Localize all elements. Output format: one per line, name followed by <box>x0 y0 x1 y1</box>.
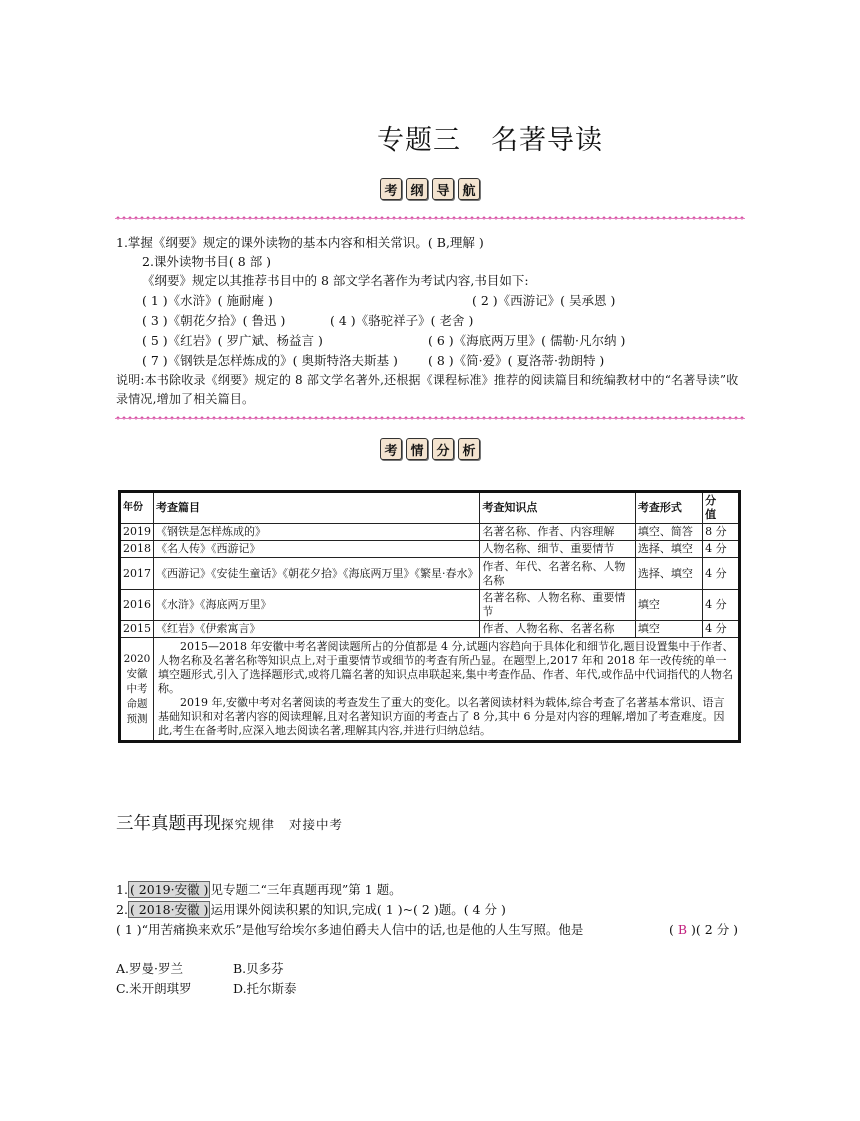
table-cell: 2015 <box>120 621 154 638</box>
book-item: ( 1 )《水浒》( 施耐庵 ) <box>142 293 273 308</box>
table-cell: 《红岩》《伊索寓言》 <box>154 621 480 638</box>
question-text: 运用课外阅读积累的知识,完成( 1 )~( 2 )题。( 4 分 ) <box>210 902 506 917</box>
table-cell: 4 分 <box>703 621 740 638</box>
option-a: A.罗曼·罗兰 <box>116 961 183 976</box>
answer-value: B <box>677 922 688 937</box>
table-cell: 《钢铁是怎样炼成的》 <box>154 524 480 541</box>
question-2-1: ( 1 )“用苦痛换来欢乐”是他写给埃尔多迪伯爵夫人信中的话,也是他的人生写照。他是 <box>116 922 584 937</box>
section-header-kaoqing <box>0 438 860 460</box>
question-number: 1. <box>116 882 128 897</box>
badge-char: 考 <box>380 438 402 460</box>
source-tag: ( 2018·安徽 ) <box>129 902 209 917</box>
table-cell: 2016 <box>120 590 154 621</box>
table-cell: 4 分 <box>703 541 740 558</box>
badge-char: 分 <box>432 438 454 460</box>
table-header-row <box>120 492 740 524</box>
table-cell: 选择、填空 <box>635 558 702 590</box>
question-number: 2. <box>116 902 128 917</box>
option-c: C.米开朗琪罗 <box>116 981 192 996</box>
table-header: 考查篇目 <box>154 492 480 524</box>
divider-bottom <box>115 416 745 420</box>
badge-char: 考 <box>380 178 402 200</box>
table-header: 年份 <box>120 492 154 524</box>
question-2-1-answer <box>669 920 738 939</box>
table-row-prediction <box>120 638 740 742</box>
kaogang-line2: 2.课外读物书目( 8 部 ) <box>142 254 272 269</box>
table-row <box>120 524 740 541</box>
section-title-zhenti <box>116 810 343 835</box>
question-2 <box>116 900 506 919</box>
book-item: ( 7 )《钢铁是怎样炼成的》( 奥斯特洛夫斯基 ) <box>142 353 398 368</box>
table-cell: 名著名称、人物名称、重要情节 <box>480 590 636 621</box>
question-text: 见专题二“三年真题再现”第 1 题。 <box>210 882 402 897</box>
book-item: ( 2 )《西游记》( 吴承恩 ) <box>472 293 616 308</box>
book-item: ( 4 )《骆驼祥子》( 老舍 ) <box>330 313 474 328</box>
option-b: B.贝多芬 <box>233 961 284 976</box>
kaogang-note: 说明:本书除收录《纲要》规定的 8 部文学名著外,还根据《课程标准》推荐的阅读篇目和统编教材中的“名著导读”收录情况,增加了相关篇目。 <box>116 373 739 406</box>
question-1 <box>116 880 402 899</box>
table-cell: 作者、年代、名著名称、人物名称 <box>480 558 636 590</box>
table-cell: 选择、填空 <box>635 541 702 558</box>
table-cell: 《西游记》《安徒生童话》《朝花夕拾》《海底两万里》《繁星·春水》 <box>154 558 480 590</box>
source-tag: ( 2019·安徽 ) <box>129 882 209 897</box>
section-subtitle: 对接中考 <box>289 817 344 832</box>
badge-char: 导 <box>432 178 454 200</box>
prediction-label: 2020安徽中考命题预测 <box>120 638 154 742</box>
answer-close: )( 2 分 ) <box>691 922 739 937</box>
table-cell: 人物名称、细节、重要情节 <box>480 541 636 558</box>
book-item: ( 3 )《朝花夕拾》( 鲁迅 ) <box>142 313 286 328</box>
prediction-paragraph: 2019 年,安徽中考对名著阅读的考查发生了重大的变化。以名著阅读材料为载体,综合考查了名著基本常识、语言基础知识和对名著内容的阅读理解,且对名著知识方面的考查占了 8 分,其中 6 分是对内容的理解,增加了考查难度。因此,考生在备考时,应深入地去阅读名著,理解其内容,并进行归纳总结。 <box>158 696 725 737</box>
table-cell: 作者、人物名称、名著名称 <box>480 621 636 638</box>
title-part2: 名著导读 <box>491 125 603 156</box>
exam-analysis-table <box>118 490 741 743</box>
option-d: D.托尔斯泰 <box>233 981 297 996</box>
section-subtitle: 探究规律 <box>221 817 276 832</box>
table-cell: 2019 <box>120 524 154 541</box>
book-item: ( 5 )《红岩》( 罗广斌、杨益言 ) <box>142 333 323 348</box>
table-cell: 填空 <box>635 621 702 638</box>
kaogang-line3: 《纲要》规定以其推荐书目中的 8 部文学名著作为考试内容,书目如下: <box>142 273 529 288</box>
page-title <box>0 118 860 157</box>
table-cell: 填空 <box>635 590 702 621</box>
table-header: 分 值 <box>703 492 740 524</box>
table-cell: 2017 <box>120 558 154 590</box>
divider-top <box>115 216 745 220</box>
table-cell: 4 分 <box>703 558 740 590</box>
book-item: ( 6 )《海底两万里》( 儒勒·凡尔纳 ) <box>428 333 626 348</box>
table-cell: 《名人传》《西游记》 <box>154 541 480 558</box>
badge-char: 纲 <box>406 178 428 200</box>
table-cell: 8 分 <box>703 524 740 541</box>
kaogang-line1: 1.掌握《纲要》规定的课外读物的基本内容和相关常识。( B,理解 ) <box>116 235 484 250</box>
table-row <box>120 590 740 621</box>
prediction-paragraph: 2015—2018 年安徽中考名著阅读题所占的分值都是 4 分,试题内容趋向于具体化和细节化,题目设置集中于作者、人物名称及名著名称等知识点上,对于重要情节或细节的考查有所凸显。在题型上,2017 年和 2018 年一改传统的单一填空题形式,引入了选择题形式,或将几篇名著的知识点串联起来,集中考查作品、作者、年代,或作品中代词指代的人物名称。 <box>158 640 734 695</box>
book-item: ( 8 )《简·爱》( 夏洛蒂·勃朗特 ) <box>428 353 605 368</box>
table-row <box>120 621 740 638</box>
badge-char: 航 <box>458 178 480 200</box>
badge-char: 析 <box>458 438 480 460</box>
table-cell: 2018 <box>120 541 154 558</box>
table-cell: 填空、简答 <box>635 524 702 541</box>
table-header: 考查形式 <box>635 492 702 524</box>
prediction-text <box>154 638 740 742</box>
title-part1: 专题三 <box>377 125 461 156</box>
table-header: 考查知识点 <box>480 492 636 524</box>
table-cell: 4 分 <box>703 590 740 621</box>
table-cell: 名著名称、作者、内容理解 <box>480 524 636 541</box>
table-row <box>120 541 740 558</box>
badge-char: 情 <box>406 438 428 460</box>
answer-open: ( <box>669 922 674 937</box>
section-header-kaogang <box>0 178 860 200</box>
table-cell: 《水浒》《海底两万里》 <box>154 590 480 621</box>
table-row <box>120 558 740 590</box>
section-title-main: 三年真题再现 <box>116 814 221 834</box>
